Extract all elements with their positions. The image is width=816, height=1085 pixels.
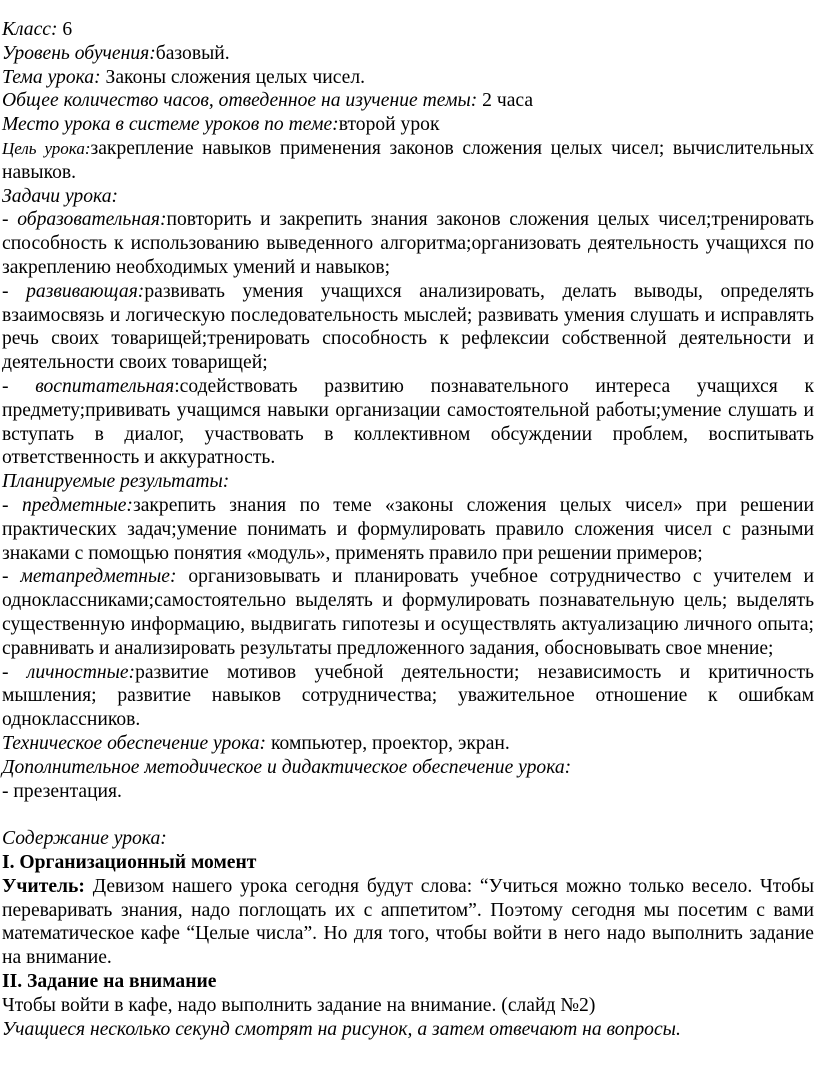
goal-paragraph (2, 137, 814, 185)
goal-label: Цель урока: (2, 138, 91, 158)
teacher-text: Девизом нашего урока сегодня будут слова: “Учиться можно только весело. Чтобы переваривать знания, надо поглощать их с аппетитом”. Поэтому сегодня мы посетим с вами математическое кафе “Целые числа”. Но для того, чтобы войти в него надо выполнить задание на внимание. (2, 875, 814, 969)
task-educational (2, 208, 814, 279)
result-text: закрепить знания по теме «законы сложения целых чисел» при решении практических задач;умение понимать и формулировать правило сложения чисел с разными знаками с помощью понятия «модуль», применять правило при решении примеров; (2, 494, 814, 564)
topic-line (2, 66, 814, 90)
task-label: воспитательная (35, 375, 175, 397)
level-line (2, 42, 814, 66)
hours-label: Общее количество часов, отведенное на изучение темы: (2, 90, 478, 112)
task-text: повторить и закрепить знания законов сложения целых чисел;тренировать способность к использованию выведенного алгоритма;организовать деятельность учащихся по закреплению необходимых умений и навыков; (2, 209, 814, 278)
task-label: образовательная: (17, 209, 167, 231)
result-subject (2, 494, 814, 565)
extra-value: - презентация. (2, 780, 122, 802)
result-label: личностные: (26, 661, 136, 683)
extra-label: Дополнительное методическое и дидактическое обеспечение урока: (2, 756, 572, 778)
result-dash: - (2, 566, 21, 588)
task-label: развивающая: (26, 280, 145, 302)
task-dash: - (2, 209, 18, 231)
task-text: :содействовать развитию познавательного интереса учащихся к предмету;прививать учащимся навыки организации самостоятельной работы;умение слушать и вступать в диалог, участвовать в коллективном обсуждении проблем, воспитывать ответственность и аккуратность. (2, 375, 814, 469)
class-label: Класс: (2, 19, 58, 40)
task-developing (2, 280, 814, 375)
results-heading (2, 470, 814, 494)
level-value: базовый. (155, 42, 230, 64)
section1-title: I. Организационный момент (2, 852, 257, 874)
result-metasubject (2, 565, 814, 660)
place-line (2, 113, 814, 137)
result-text: организовывать и планировать учебное сотрудничество с учителем и одноклассниками;самостоятельно выделять и формулировать познавательную цель; выделять существенную информацию, выдвигать гипотезы и осуществлять актуализацию личного опыта; сравнивать и анализировать результаты предложенного задания, обосновывать свое мнение; (2, 566, 814, 659)
tech-label: Техническое обеспечение урока: (2, 732, 267, 754)
tech-line (2, 732, 814, 756)
topic-label: Тема урока: (2, 66, 101, 88)
class-value: 6 (57, 19, 73, 40)
extra-line (2, 780, 814, 804)
result-dash: - (2, 494, 22, 516)
teacher-label: Учитель: (2, 875, 85, 897)
task-dash: - (2, 375, 36, 397)
tasks-heading (2, 185, 814, 209)
section2-italic-note: Учащиеся несколько секунд смотрят на рисунок, а затем отвечают на вопросы. (2, 1018, 681, 1040)
extra-heading (2, 756, 814, 780)
result-personal (2, 661, 814, 732)
task-upbringing (2, 375, 814, 470)
goal-value: закрепление навыков применения законов сложения целых чисел; вычислительных навыков. (2, 137, 815, 183)
section2-text: Чтобы войти в кафе, надо выполнить задание на внимание. (слайд №2) (2, 994, 596, 1016)
teacher-paragraph (2, 875, 814, 970)
place-value: второй урок (338, 114, 440, 136)
result-text: развитие мотивов учебной деятельности; независимость и критичность мышления; развитие навыков сотрудничества; уважительное отношение к ошибкам одноклассников. (2, 661, 814, 731)
tasks-heading-text: Задачи урока: (2, 185, 119, 207)
result-dash: - (2, 661, 27, 683)
content-heading (2, 827, 814, 851)
class-line (2, 18, 814, 42)
task-text: развивать умения учащихся анализировать, делать выводы, определять взаимосвязь и логическую последовательность мыслей; развивать умения слушать и исправлять речь своих товарищей;тренировать способность к рефлексии собственной деятельности и деятельности своих товарищей; (2, 280, 814, 374)
task-dash: - (2, 280, 27, 302)
level-label: Уровень обучения: (2, 42, 156, 64)
hours-value: 2 часа (477, 90, 534, 112)
tech-value: компьютер, проектор, экран. (266, 732, 510, 754)
results-heading-text: Планируемые результаты: (2, 471, 230, 493)
result-label: метапредметные: (20, 566, 177, 588)
topic-value: Законы сложения целых чисел. (100, 66, 366, 88)
section2-title: II. Задание на внимание (2, 971, 217, 993)
result-label: предметные: (21, 494, 133, 516)
hours-line (2, 89, 814, 113)
content-heading-text: Содержание урока: (2, 828, 167, 850)
spacer (2, 803, 814, 827)
place-label: Место урока в системе уроков по теме: (2, 114, 339, 136)
